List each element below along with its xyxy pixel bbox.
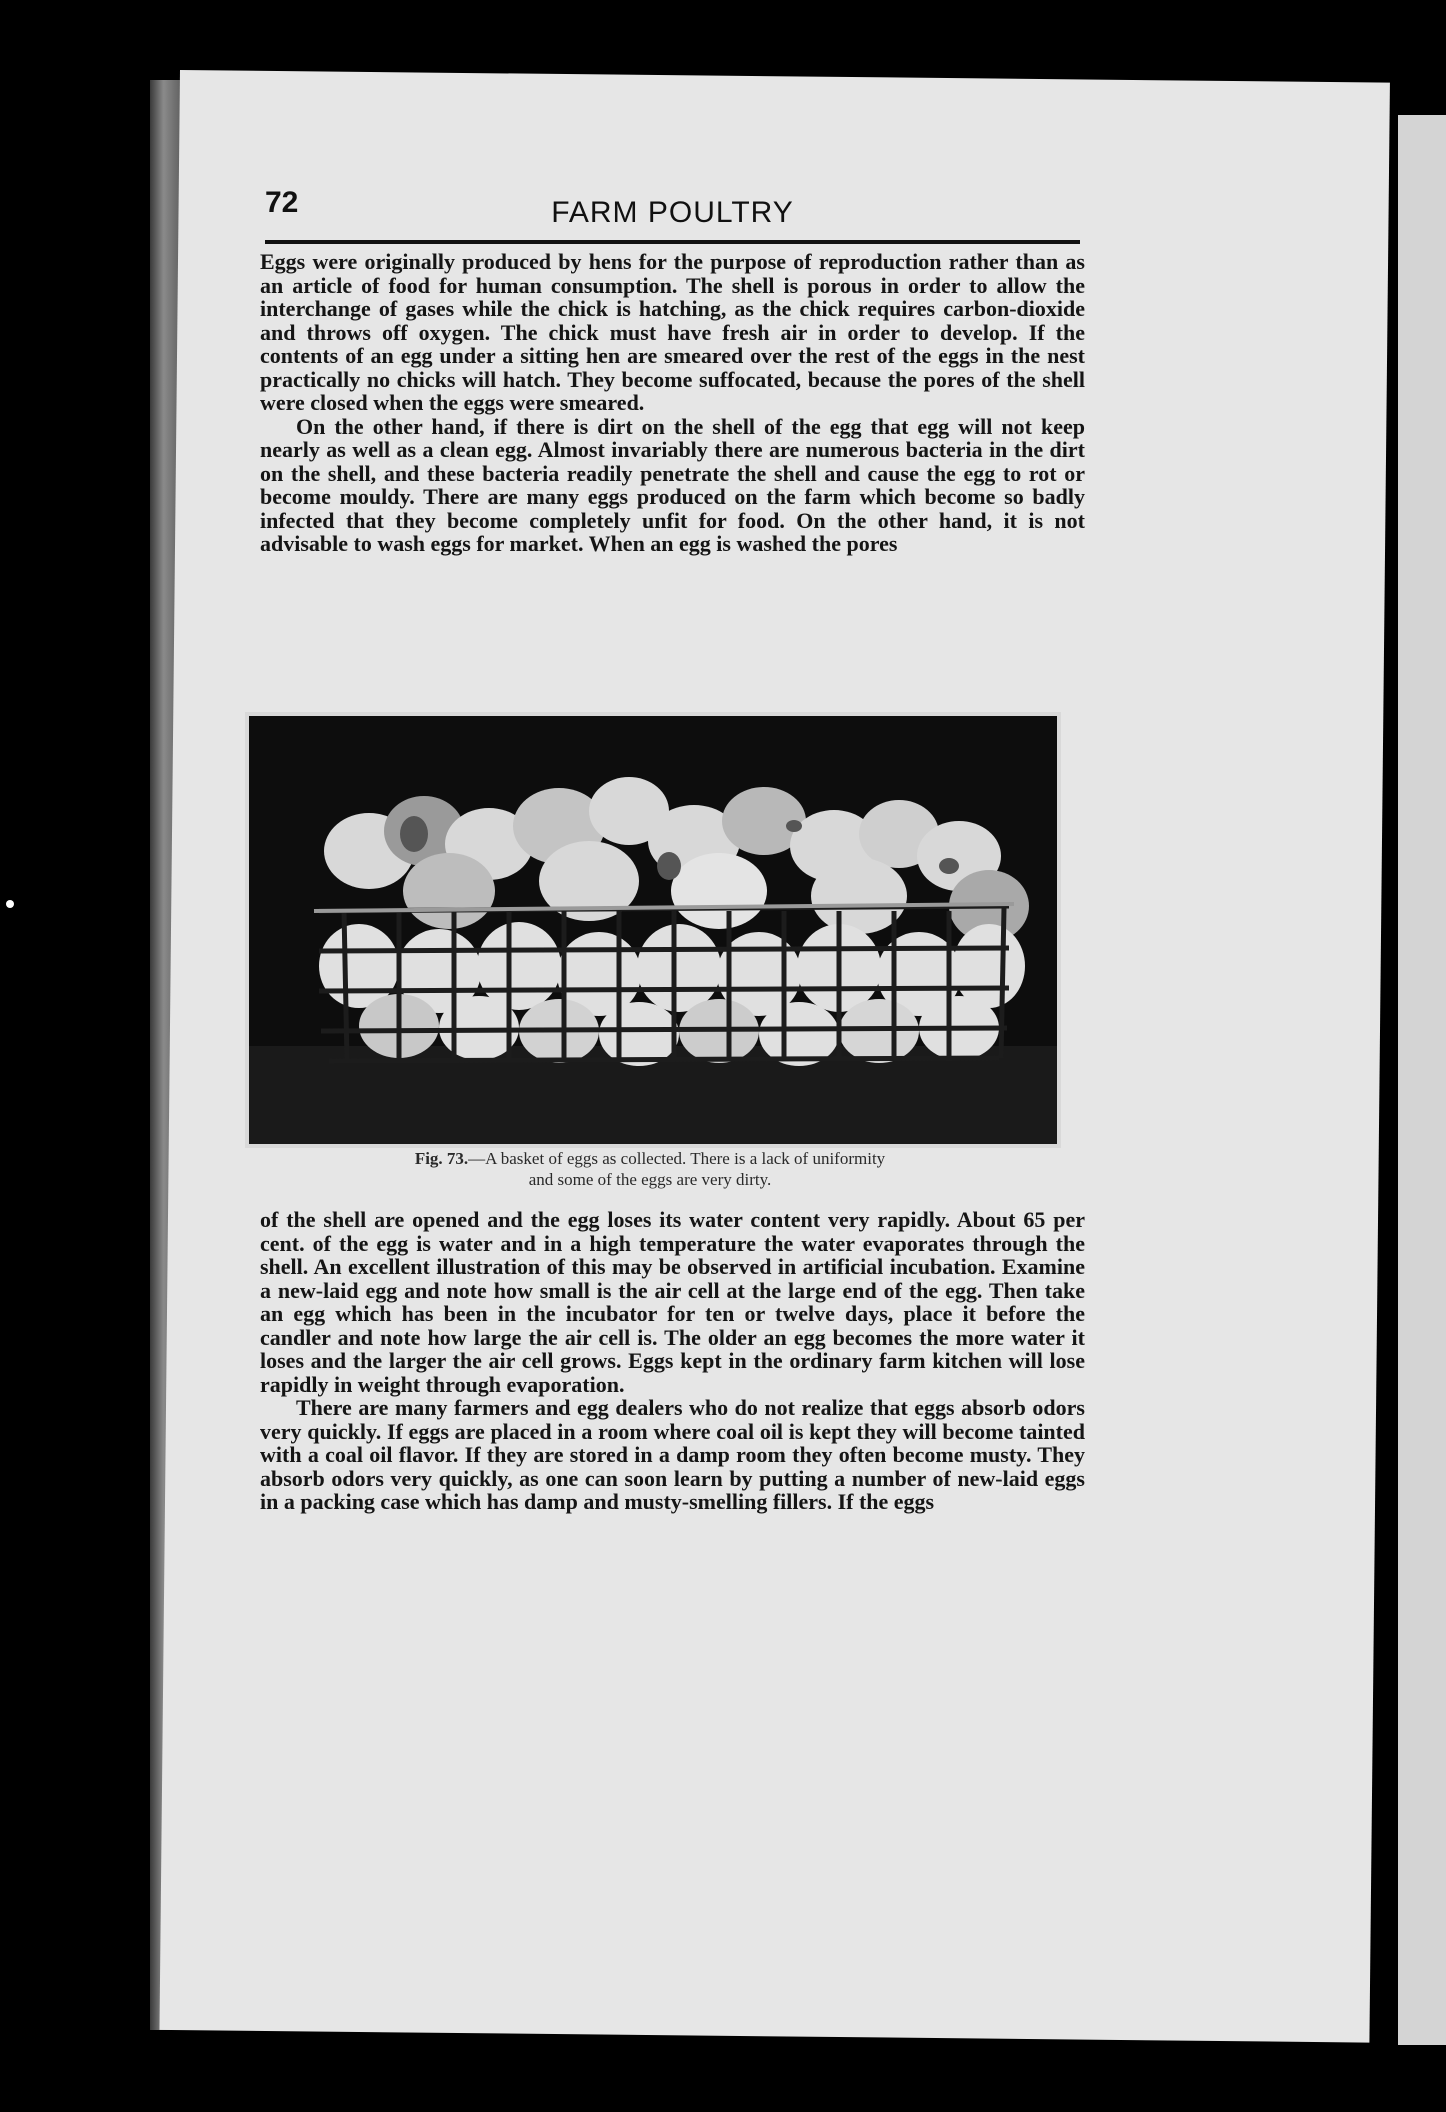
paragraph: There are many farmers and egg dealers who do not realize that eggs absorb odors very quickly. If eggs are placed in a room where coal oil is kept they will become tainted with a coal oil flavor. If they are stored in a damp room they often become musty. They absorb odors very quickly, as one can soon learn by putting a number of new-laid eggs in a packing case which has damp and musty-smelling fillers. If the eggs [260, 1395, 1085, 1514]
running-title: FARM POULTRY [551, 196, 794, 229]
egg-basket-illustration [249, 716, 1057, 1144]
page-header [265, 180, 1080, 244]
paragraph: of the shell are opened and the egg loses its water content very rapidly. About 65 per cent. of the egg is water and in a high temperature the water evaporates through the shell. An excellent illustration of this may be observed in artificial incubation. Examine a new-laid egg and note how small is the air cell at the large end of the egg. Then take an egg which has been in the incubator for ten or twelve days, place it before the candler and note how large the air cell is. The older an egg becomes the more water it loses and the larger the air cell grows. Eggs kept in the ordinary farm kitchen will lose rapidly in weight through evaporation. [260, 1207, 1085, 1397]
egg-basket-photo [245, 712, 1061, 1148]
scan-artifact [6, 900, 14, 908]
caption-line-2: and some of the eggs are very dirty. [528, 1170, 772, 1189]
figure-label: Fig. 73. [414, 1149, 469, 1168]
caption-line-1: —A basket of eggs as collected. There is a lack of uniformity [468, 1149, 886, 1168]
next-page-edge [1398, 115, 1446, 2045]
figure-caption [245, 1148, 1055, 1190]
page-number: 72 [265, 186, 299, 219]
body-text-top [260, 250, 1085, 556]
paragraph: Eggs were originally produced by hens for the purpose of reproduction rather than as an article of food for human consumption. The shell is porous in order to allow the interchange of gases while the chick is hatching, as the chick requires carbon-dioxide and throws off oxygen. The chick must have fresh air in order to develop. If the contents of an egg under a sitting hen are smeared over the rest of the eggs in the nest practically no chicks will hatch. They become suffocated, because the pores of the shell were closed when the eggs were smeared. [260, 249, 1085, 415]
paragraph: On the other hand, if there is dirt on the shell of the egg that egg will not keep nearly as well as a clean egg. Almost invariably there are numerous bacteria in the dirt on the shell, and these bacteria readily penetrate the shell and cause the egg to rot or become mouldy. There are many eggs produced on the farm which become so badly infected that they become completely unfit for food. On the other hand, it is not advisable to wash eggs for market. When an egg is washed the pores [260, 413, 1085, 556]
body-text-bottom [260, 1208, 1085, 1514]
